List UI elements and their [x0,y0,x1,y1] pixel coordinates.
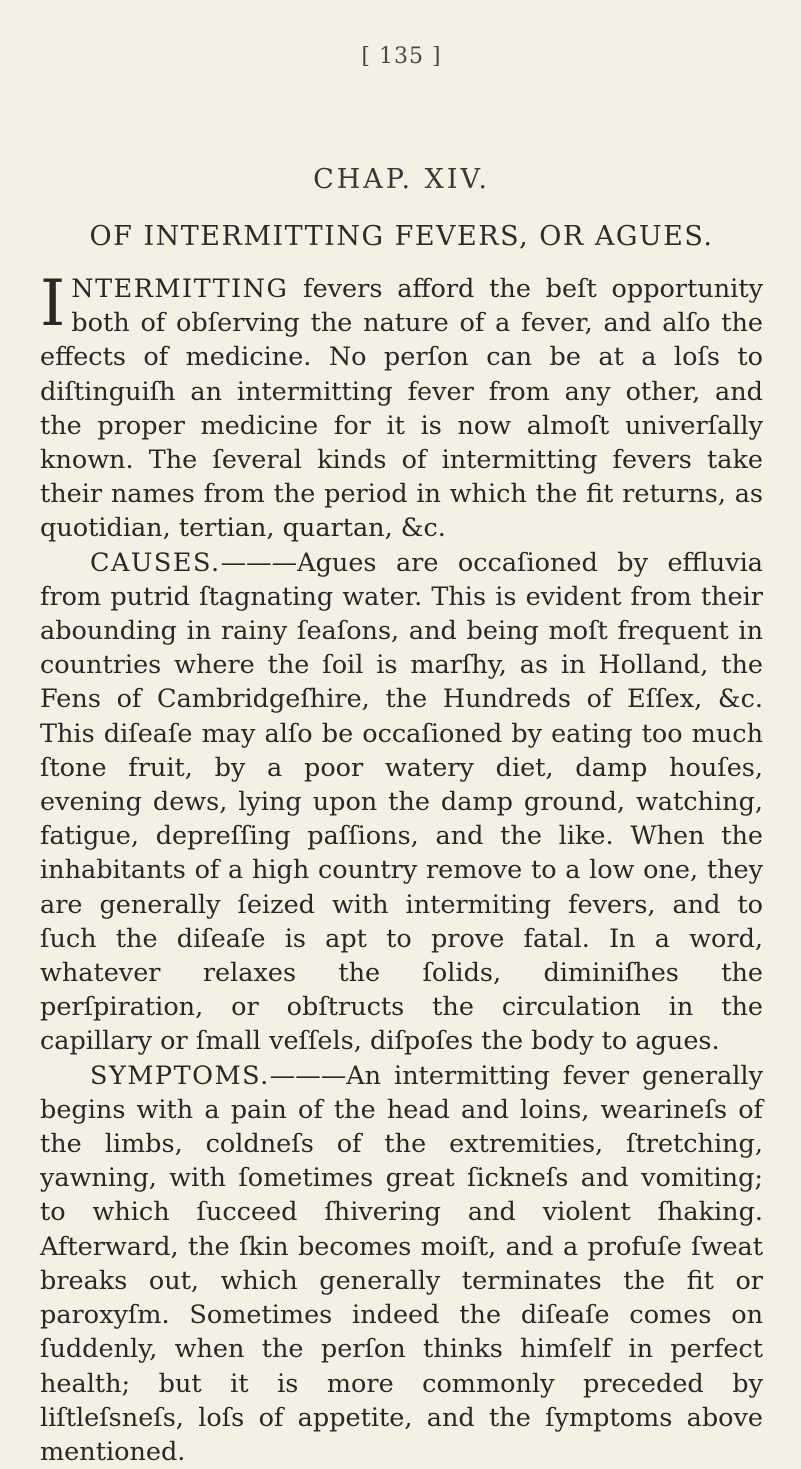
lead-word: NTERMITTING [71,274,289,304]
body-text [40,267,763,1469]
page-number: [ 135 ] [361,44,442,69]
chapter-title: OF INTERMITTING FEVERS, OR AGUES. [89,221,714,252]
drop-cap: I [40,267,66,341]
paragraph-intro [40,267,763,546]
paragraph-text: Agues are occaſioned by effluvia from putrid ſtagnating water. This is evident from their abounding in rainy ſeaſons, and being moſt frequent in countries where the ſoil is marſhy, as in Holland, the Fens of Cambridgeſhire, the Hundreds of Eſſex, &c. This diſeaſe may alſo be occaſioned by eating too much ſtone fruit, by a poor watery diet, damp houſes, evening dews, lying upon the damp ground, watching, fatigue, depreſſing paſſions, and the like. When the inhabitants of a high country remove to a low one, they are generally ſeized with intermiting fevers, and to ſuch the diſeaſe is apt to prove fatal. In a word, whatever relaxes the ſolids, diminiſhes the perſpiration, or obſtructs the circulation in the capillary or ſmall veſſels, diſpoſes the body to agues. [40,547,763,1057]
paragraph-causes [40,546,763,1059]
paragraph-text: An intermitting fever generally begins with a pain of the head and loins, wearineſs of the limbs, coldneſs of the extremities, ſtretching, yawning, with ſometimes great ſickneſs and vomiting; to which ſucceed ſhivering and violent ſhaking. Afterward, the ſkin becomes moiſt, and a profuſe ſweat breaks out, which generally terminates the fit or paroxyſm. Sometimes indeed the diſeaſe comes on ſuddenly, when the perſon thinks himſelf in perfect health; but it is more commonly preceded by liſtleſsneſs, loſs of appetite, and the ſymptoms above mentioned. [40,1060,763,1467]
chapter-heading: CHAP. XIV. [313,164,490,195]
paragraph-text: fevers afford the beſt opportunity both of obſerving the nature of a fever, and alſo the effects of medicine. No perſon can be at a loſs to diſtinguiſh an intermitting fever from any other, and the proper medicine for it is now almoſt univerſally known. The ſeveral kinds of intermitting fevers take their names from the period in which the fit returns, as quotidian, tertian, quartan, &c. [40,274,763,544]
section-label-causes: CAUSES. [90,547,221,578]
paragraph-symptoms [40,1059,763,1469]
em-dash: ——— [220,547,298,578]
em-dash: ——— [269,1060,347,1091]
section-label-symptoms: SYMPTOMS. [90,1060,270,1091]
